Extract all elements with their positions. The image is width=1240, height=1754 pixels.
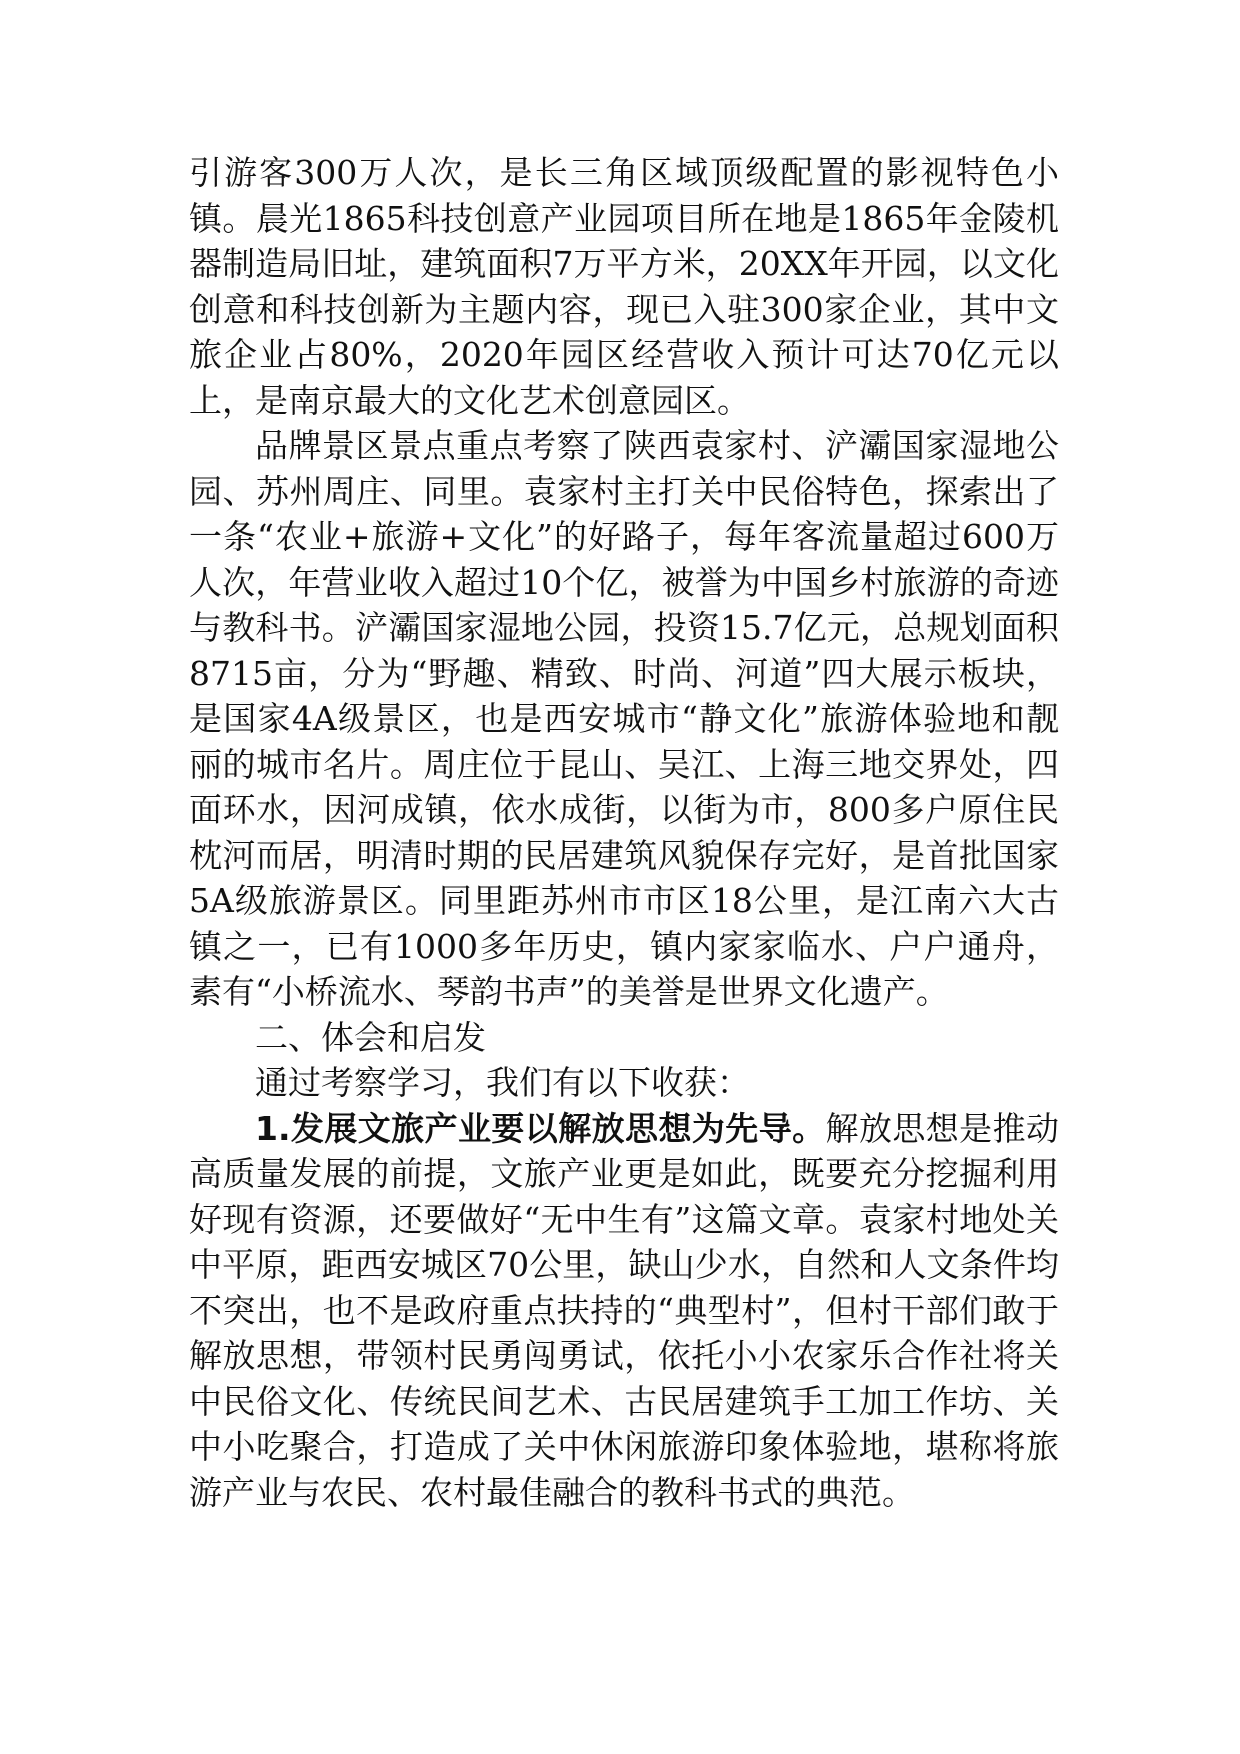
paragraph-point-one [189,1106,1059,1516]
point-one-lead: 1.发展文旅产业要以解放思想为先导。 [255,1108,826,1148]
paragraph-film-town-and-creative-park: 引游客300万人次，是长三角区域顶级配置的影视特色小镇。晨光1865科技创意产业园项目所在地是1865年金陵机器制造局旧址，建筑面积7万平方米，20XX年开园，以文化创意和科技创新为主题内容，现已入驻300家企业，其中文旅企业占80%，2020年园区经营收入预计可达70亿元以上，是南京最大的文化艺术创意园区。 [189,153,1059,420]
paragraph-intro: 通过考察学习，我们有以下收获： [255,1063,750,1102]
document-body [189,150,1059,1515]
point-one-body: 解放思想是推动高质量发展的前提，文旅产业更是如此，既要充分挖掘利用好现有资源，还要做好“无中生有”这篇文章。袁家村地处关中平原，距西安城区70公里，缺山少水，自然和人文条件均不突出，也不是政府重点扶持的“典型村”，但村干部们敢于解放思想，带领村民勇闯勇试，依托小小农家乐合作社将关中民俗文化、传统民间艺术、古民居建筑手工加工作坊、关中小吃聚合，打造成了关中休闲旅游印象体验地，堪称将旅游产业与农民、农村最佳融合的教科书式的典范。 [189,1108,1060,1512]
paragraph-scenic-spots: 品牌景区景点重点考察了陕西袁家村、浐灞国家湿地公园、苏州周庄、同里。袁家村主打关中民俗特色，探索出了一条“农业+旅游+文化”的好路子，每年客流量超过600万人次，年营业收入超过10个亿，被誉为中国乡村旅游的奇迹与教科书。浐灞国家湿地公园，投资15.7亿元，总规划面积8715亩，分为“野趣、精致、时尚、河道”四大展示板块，是国家4A级景区，也是西安城市“静文化”旅游体验地和靓丽的城市名片。周庄位于昆山、吴江、上海三地交界处，四面环水，因河成镇，依水成街，以街为市，800多户原住民枕河而居，明清时期的民居建筑风貌保存完好，是首批国家5A级旅游景区。同里距苏州市市区18公里，是江南六大古镇之一，已有1000多年历史，镇内家家临水、户户通舟，素有“小桥流水、琴韵书声”的美誉是世界文化遗产。 [189,426,1059,1011]
section-heading: 二、体会和启发 [255,1017,486,1057]
